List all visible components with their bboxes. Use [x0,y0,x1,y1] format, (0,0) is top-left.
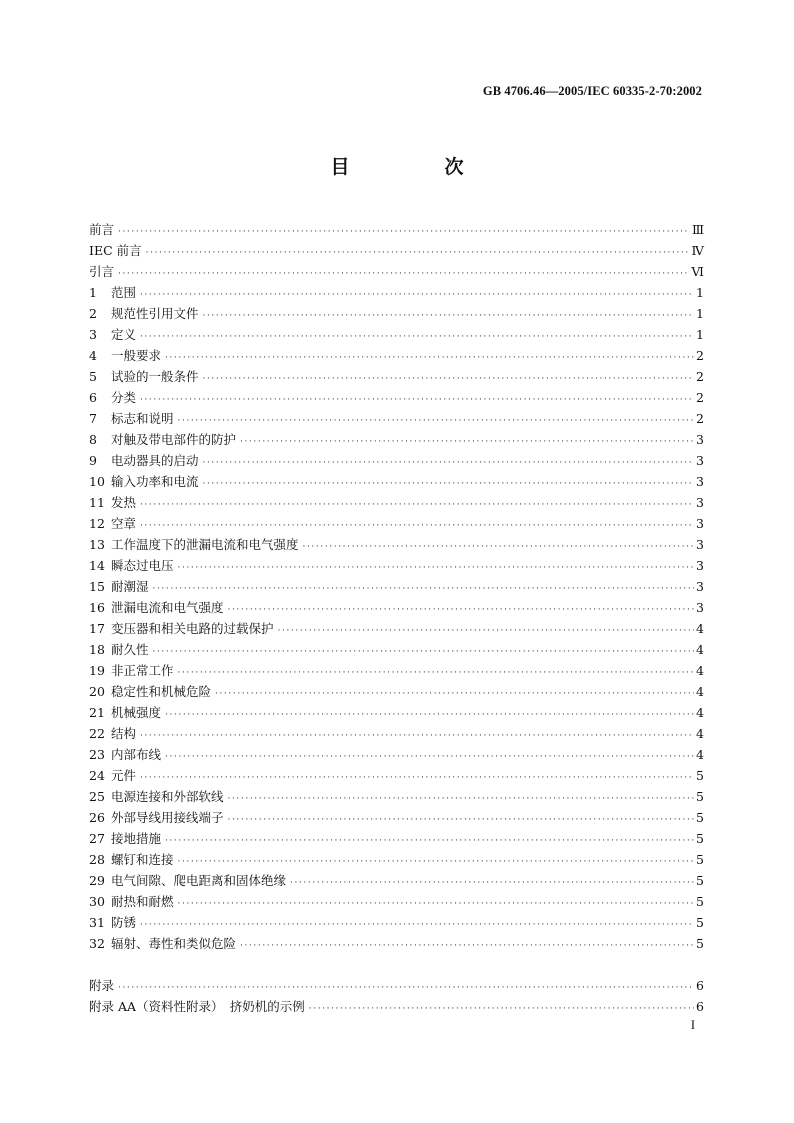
toc-entry-number: 27 [89,831,105,846]
toc-entry-page: 2 [696,369,704,384]
toc-leader-dots [178,663,694,684]
toc-entry-number: 13 [89,537,105,552]
toc-entry[interactable] [89,366,704,387]
toc-entry-title: 工作温度下的泄漏电流和电气强度 [111,537,299,552]
toc-entry-number: 11 [89,495,105,510]
toc-leader-dots [178,558,694,579]
toc-entry-title: 前言 [89,222,115,237]
toc-entry[interactable] [89,723,704,744]
toc-leader-dots [153,642,694,663]
toc-entry-page: 3 [696,579,704,594]
toc-entry-page: 4 [696,726,704,741]
toc-entry-page: 5 [696,873,704,888]
toc-leader-dots [290,873,694,894]
toc-entry-number: 15 [89,579,105,594]
toc-leader-dots [240,432,694,453]
toc-entry-page: 2 [696,348,704,363]
toc-entry-page: Ⅳ [691,243,704,258]
toc-entry-page: 5 [696,915,704,930]
toc-entry-page: 3 [696,474,704,489]
toc-leader-dots [309,999,694,1020]
toc-leader-dots [203,369,694,390]
toc-leader-dots [228,810,694,831]
toc-entry-title: 内部布线 [111,747,162,762]
toc-entry-title: 螺钉和连接 [111,852,174,867]
toc-entry-number: 20 [89,684,105,699]
toc-entry-number: 28 [89,852,105,867]
toc-entry[interactable] [89,744,704,765]
toc-entry-title: 一般要求 [111,348,162,363]
standard-code: GB 4706.46—2005/IEC 60335-2-70:2002 [482,84,702,98]
toc-entry-title: 耐潮湿 [111,579,149,594]
toc-entry-page: 1 [696,306,704,321]
toc-entry[interactable] [89,282,704,303]
toc-entry-title: 范围 [111,285,137,300]
toc-entry-number: 29 [89,873,105,888]
toc-entry[interactable] [89,408,704,429]
toc-entry-title: 分类 [111,390,137,405]
toc-front-matter [89,219,704,282]
toc-leader-dots [140,495,694,516]
toc-entry-title: 规范性引用文件 [111,306,199,321]
toc-entry-title: 附录 [89,978,115,993]
toc-entry-title: 变压器和相关电路的过载保护 [111,621,274,636]
toc-entry-number: 4 [89,348,97,363]
toc-entry[interactable] [89,492,704,513]
toc-entry-title: 电动器具的启动 [111,453,199,468]
toc-leader-dots [203,306,694,327]
toc-leader-dots [178,894,694,915]
toc-leader-dots [215,684,694,705]
toc-entry[interactable] [89,555,704,576]
toc-spacer [89,954,704,975]
toc-entry-page: 5 [696,768,704,783]
toc-leader-dots [203,474,694,495]
table-of-contents [89,219,704,1017]
toc-entry-page: 6 [696,978,704,993]
toc-entry[interactable] [89,387,704,408]
toc-entry-title: 外部导线用接线端子 [111,810,224,825]
toc-entry-page: 3 [696,453,704,468]
toc-entry[interactable] [89,849,704,870]
toc-entry-page: 3 [696,600,704,615]
toc-entry-number: 8 [89,432,97,447]
toc-entry-number: 31 [89,915,105,930]
toc-entry-title: 辐射、毒性和类似危险 [111,936,237,951]
toc-leader-dots [278,621,694,642]
toc-entry-title: 耐热和耐燃 [111,894,174,909]
toc-entry-page: 2 [696,411,704,426]
toc-entry-title: 输入功率和电流 [111,474,199,489]
toc-entry[interactable] [89,429,704,450]
toc-entry-page: 3 [696,516,704,531]
toc-entry-title: 对触及带电部件的防护 [111,432,237,447]
toc-entry-number: 6 [89,390,97,405]
toc-leader-dots [228,600,694,621]
toc-entry[interactable] [89,576,704,597]
toc-entry-page: 1 [696,285,704,300]
toc-entry[interactable] [89,345,704,366]
toc-entry-page: 5 [696,894,704,909]
toc-entry-page: 1 [696,327,704,342]
toc-entry[interactable] [89,996,704,1017]
toc-entry-number: 26 [89,810,105,825]
toc-entry-page: 5 [696,810,704,825]
toc-entry-number: 32 [89,936,105,951]
toc-entry-title: 空章 [111,516,137,531]
toc-entry-page: 4 [696,747,704,762]
toc-entry[interactable] [89,240,704,261]
toc-entry-number: 1 [89,285,97,300]
toc-leader-dots [240,936,694,957]
toc-entry-title: IEC 前言 [89,243,142,258]
toc-entry[interactable] [89,765,704,786]
toc-entry[interactable] [89,786,704,807]
toc-entry[interactable] [89,597,704,618]
toc-entry-title: 机械强度 [111,705,162,720]
toc-leader-dots [303,537,694,558]
toc-leader-dots [140,390,694,411]
toc-entry[interactable] [89,471,704,492]
toc-entry-number: 30 [89,894,105,909]
toc-entry[interactable] [89,975,704,996]
toc-entry-page: 5 [696,831,704,846]
toc-entry-number: 5 [89,369,97,384]
toc-entry-number: 9 [89,453,97,468]
toc-entry-page: 4 [696,621,704,636]
toc-entry[interactable] [89,891,704,912]
toc-entry[interactable] [89,828,704,849]
toc-entry-title: 电气间隙、爬电距离和固体绝缘 [111,873,287,888]
toc-entry-number: 7 [89,411,97,426]
toc-leader-dots [165,705,694,726]
toc-annexes [89,975,704,1017]
toc-leader-dots [118,264,689,285]
toc-entry[interactable] [89,702,704,723]
toc-entry-title: 定义 [111,327,137,342]
toc-entry[interactable] [89,933,704,954]
toc-entry-title: 元件 [111,768,137,783]
toc-entry-page: 4 [696,642,704,657]
toc-entry-page: Ⅵ [691,264,704,279]
toc-leader-dots [165,747,694,768]
toc-entry-page: 2 [696,390,704,405]
toc-entry-number: 24 [89,768,105,783]
toc-entry[interactable] [89,513,704,534]
toc-entry-title: 附录 AA（资料性附录） 挤奶机的示例 [89,999,305,1014]
toc-entry[interactable] [89,534,704,555]
toc-entry[interactable] [89,261,704,282]
toc-entry-number: 22 [89,726,105,741]
toc-entry-title: 引言 [89,264,115,279]
toc-entry[interactable] [89,681,704,702]
toc-entry-number: 19 [89,663,105,678]
toc-entry-number: 10 [89,474,105,489]
toc-entry-number: 17 [89,621,105,636]
toc-chapters [89,282,704,954]
toc-leader-dots [140,327,694,348]
toc-leader-dots [178,411,694,432]
toc-entry[interactable] [89,912,704,933]
toc-entry-page: 3 [696,495,704,510]
toc-leader-dots [165,348,694,369]
toc-entry-number: 3 [89,327,97,342]
toc-entry-title: 电源连接和外部软线 [111,789,224,804]
toc-entry[interactable] [89,660,704,681]
toc-entry-title: 标志和说明 [111,411,174,426]
toc-entry[interactable] [89,450,704,471]
toc-entry-number: 14 [89,558,105,573]
page-title: 目 次 [330,156,502,178]
toc-entry[interactable] [89,639,704,660]
toc-entry-number: 2 [89,306,97,321]
toc-entry[interactable] [89,807,704,828]
toc-entry-page: 3 [696,537,704,552]
toc-entry-page: 5 [696,789,704,804]
toc-leader-dots [153,579,694,600]
toc-leader-dots [118,222,690,243]
toc-leader-dots [140,726,694,747]
toc-entry-page: Ⅲ [691,222,704,237]
toc-entry-number: 25 [89,789,105,804]
toc-entry-title: 泄漏电流和电气强度 [111,600,224,615]
toc-entry-page: 4 [696,663,704,678]
toc-entry-number: 12 [89,516,105,531]
toc-entry-title: 结构 [111,726,137,741]
toc-entry-number: 16 [89,600,105,615]
toc-entry[interactable] [89,303,704,324]
toc-entry[interactable] [89,618,704,639]
page-number: I [690,1018,695,1032]
toc-leader-dots [228,789,694,810]
toc-entry-page: 6 [696,999,704,1014]
toc-entry-page: 4 [696,705,704,720]
toc-leader-dots [203,453,694,474]
toc-entry[interactable] [89,870,704,891]
toc-entry[interactable] [89,219,704,240]
toc-entry-page: 3 [696,558,704,573]
toc-entry-title: 稳定性和机械危险 [111,684,212,699]
toc-entry-number: 18 [89,642,105,657]
toc-entry-title: 非正常工作 [111,663,174,678]
toc-entry-page: 5 [696,936,704,951]
toc-entry-page: 4 [696,684,704,699]
toc-entry-title: 防锈 [111,915,137,930]
toc-entry-number: 21 [89,705,105,720]
toc-entry-number: 23 [89,747,105,762]
toc-entry-title: 耐久性 [111,642,149,657]
toc-entry[interactable] [89,324,704,345]
toc-entry-title: 发热 [111,495,137,510]
toc-entry-page: 5 [696,852,704,867]
toc-leader-dots [165,831,694,852]
toc-entry-title: 接地措施 [111,831,162,846]
toc-entry-page: 3 [696,432,704,447]
toc-leader-dots [140,285,694,306]
toc-entry-title: 瞬态过电压 [111,558,174,573]
toc-leader-dots [146,243,690,264]
toc-entry-title: 试验的一般条件 [111,369,199,384]
